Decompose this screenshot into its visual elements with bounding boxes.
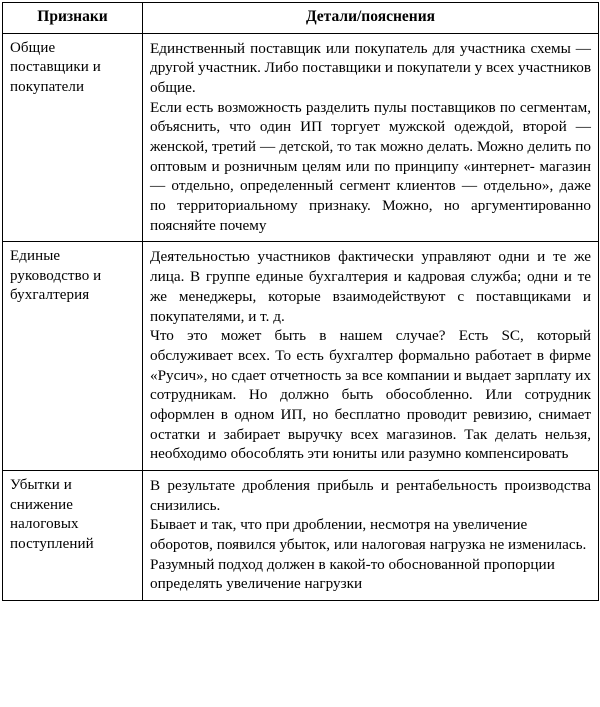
feature-text: Убытки и снижение налоговых поступлений: [10, 477, 94, 552]
details-paragraph: Деятельностью участников фактически управляют одни и те же лица. В группе единые бухгалтерия и кадровая служба; одни и те же менеджеры, которые взаимодействуют с поставщиками и покупателями, и т. д.: [150, 248, 591, 325]
details-cell: [143, 242, 599, 471]
feature-text: Единые руководство и бухгалтерия: [10, 248, 102, 304]
document-page: [0, 2, 600, 707]
table-header-row: [3, 3, 599, 34]
table-row: [3, 242, 599, 471]
feature-text: Общие поставщики и покупатели: [10, 39, 101, 95]
details-paragraph: Если есть возможность разделить пулы поставщиков по сегментам, объяснить, что один ИП торгует мужской одеждой, второй — женской, третий — детской, то так можно делать. Можно делить по оптовым и розничным целям или по принципу «интернет- магазин — отдельно, определенный сегмент клиентов — отдельно», даже по территориальному признаку. Можно, но аргументированно поясняйте почему: [150, 98, 591, 234]
feature-cell: [3, 33, 143, 242]
details-paragraph: Что это может быть в нашем случае? Есть SC, который обслуживает всех. То есть бухгалтер формально работает в фирме «Русич», но сдает отчетность за все компании и выдает зарплату их сотрудникам. Но должно быть обособленно. Или сотрудник оформлен в одном ИП, но бесплатно проводит ревизию, снимает остатки и забирает выручку всех магазинов. Так делать нельзя, необходимо обособлять эти юниты или разумно компенсировать: [150, 327, 591, 463]
table-head: [3, 3, 599, 34]
details-cell: [143, 33, 599, 242]
table-row: [3, 471, 599, 601]
feature-cell: [3, 242, 143, 471]
details-cell: [143, 471, 599, 601]
column-header-details: Детали/пояснения: [143, 3, 599, 34]
feature-cell: [3, 471, 143, 601]
details-paragraph: В результате дробления прибыль и рентабельность производства снизились.: [150, 477, 591, 514]
column-header-feature: Признаки: [3, 3, 143, 34]
table-body: [3, 33, 599, 601]
table-row: [3, 33, 599, 242]
details-paragraph: Бывает и так, что при дроблении, несмотря на увеличение оборотов, появился убыток, или налоговая нагрузка не изменилась. Разумный подход должен в какой-то обоснованной пропорции определять увеличение нагрузки: [150, 516, 587, 593]
details-paragraph: Единственный поставщик или покупатель для участника схемы — другой участник. Либо поставщики и покупатели у всех участников общие.: [150, 39, 591, 96]
signs-table: [2, 2, 599, 601]
